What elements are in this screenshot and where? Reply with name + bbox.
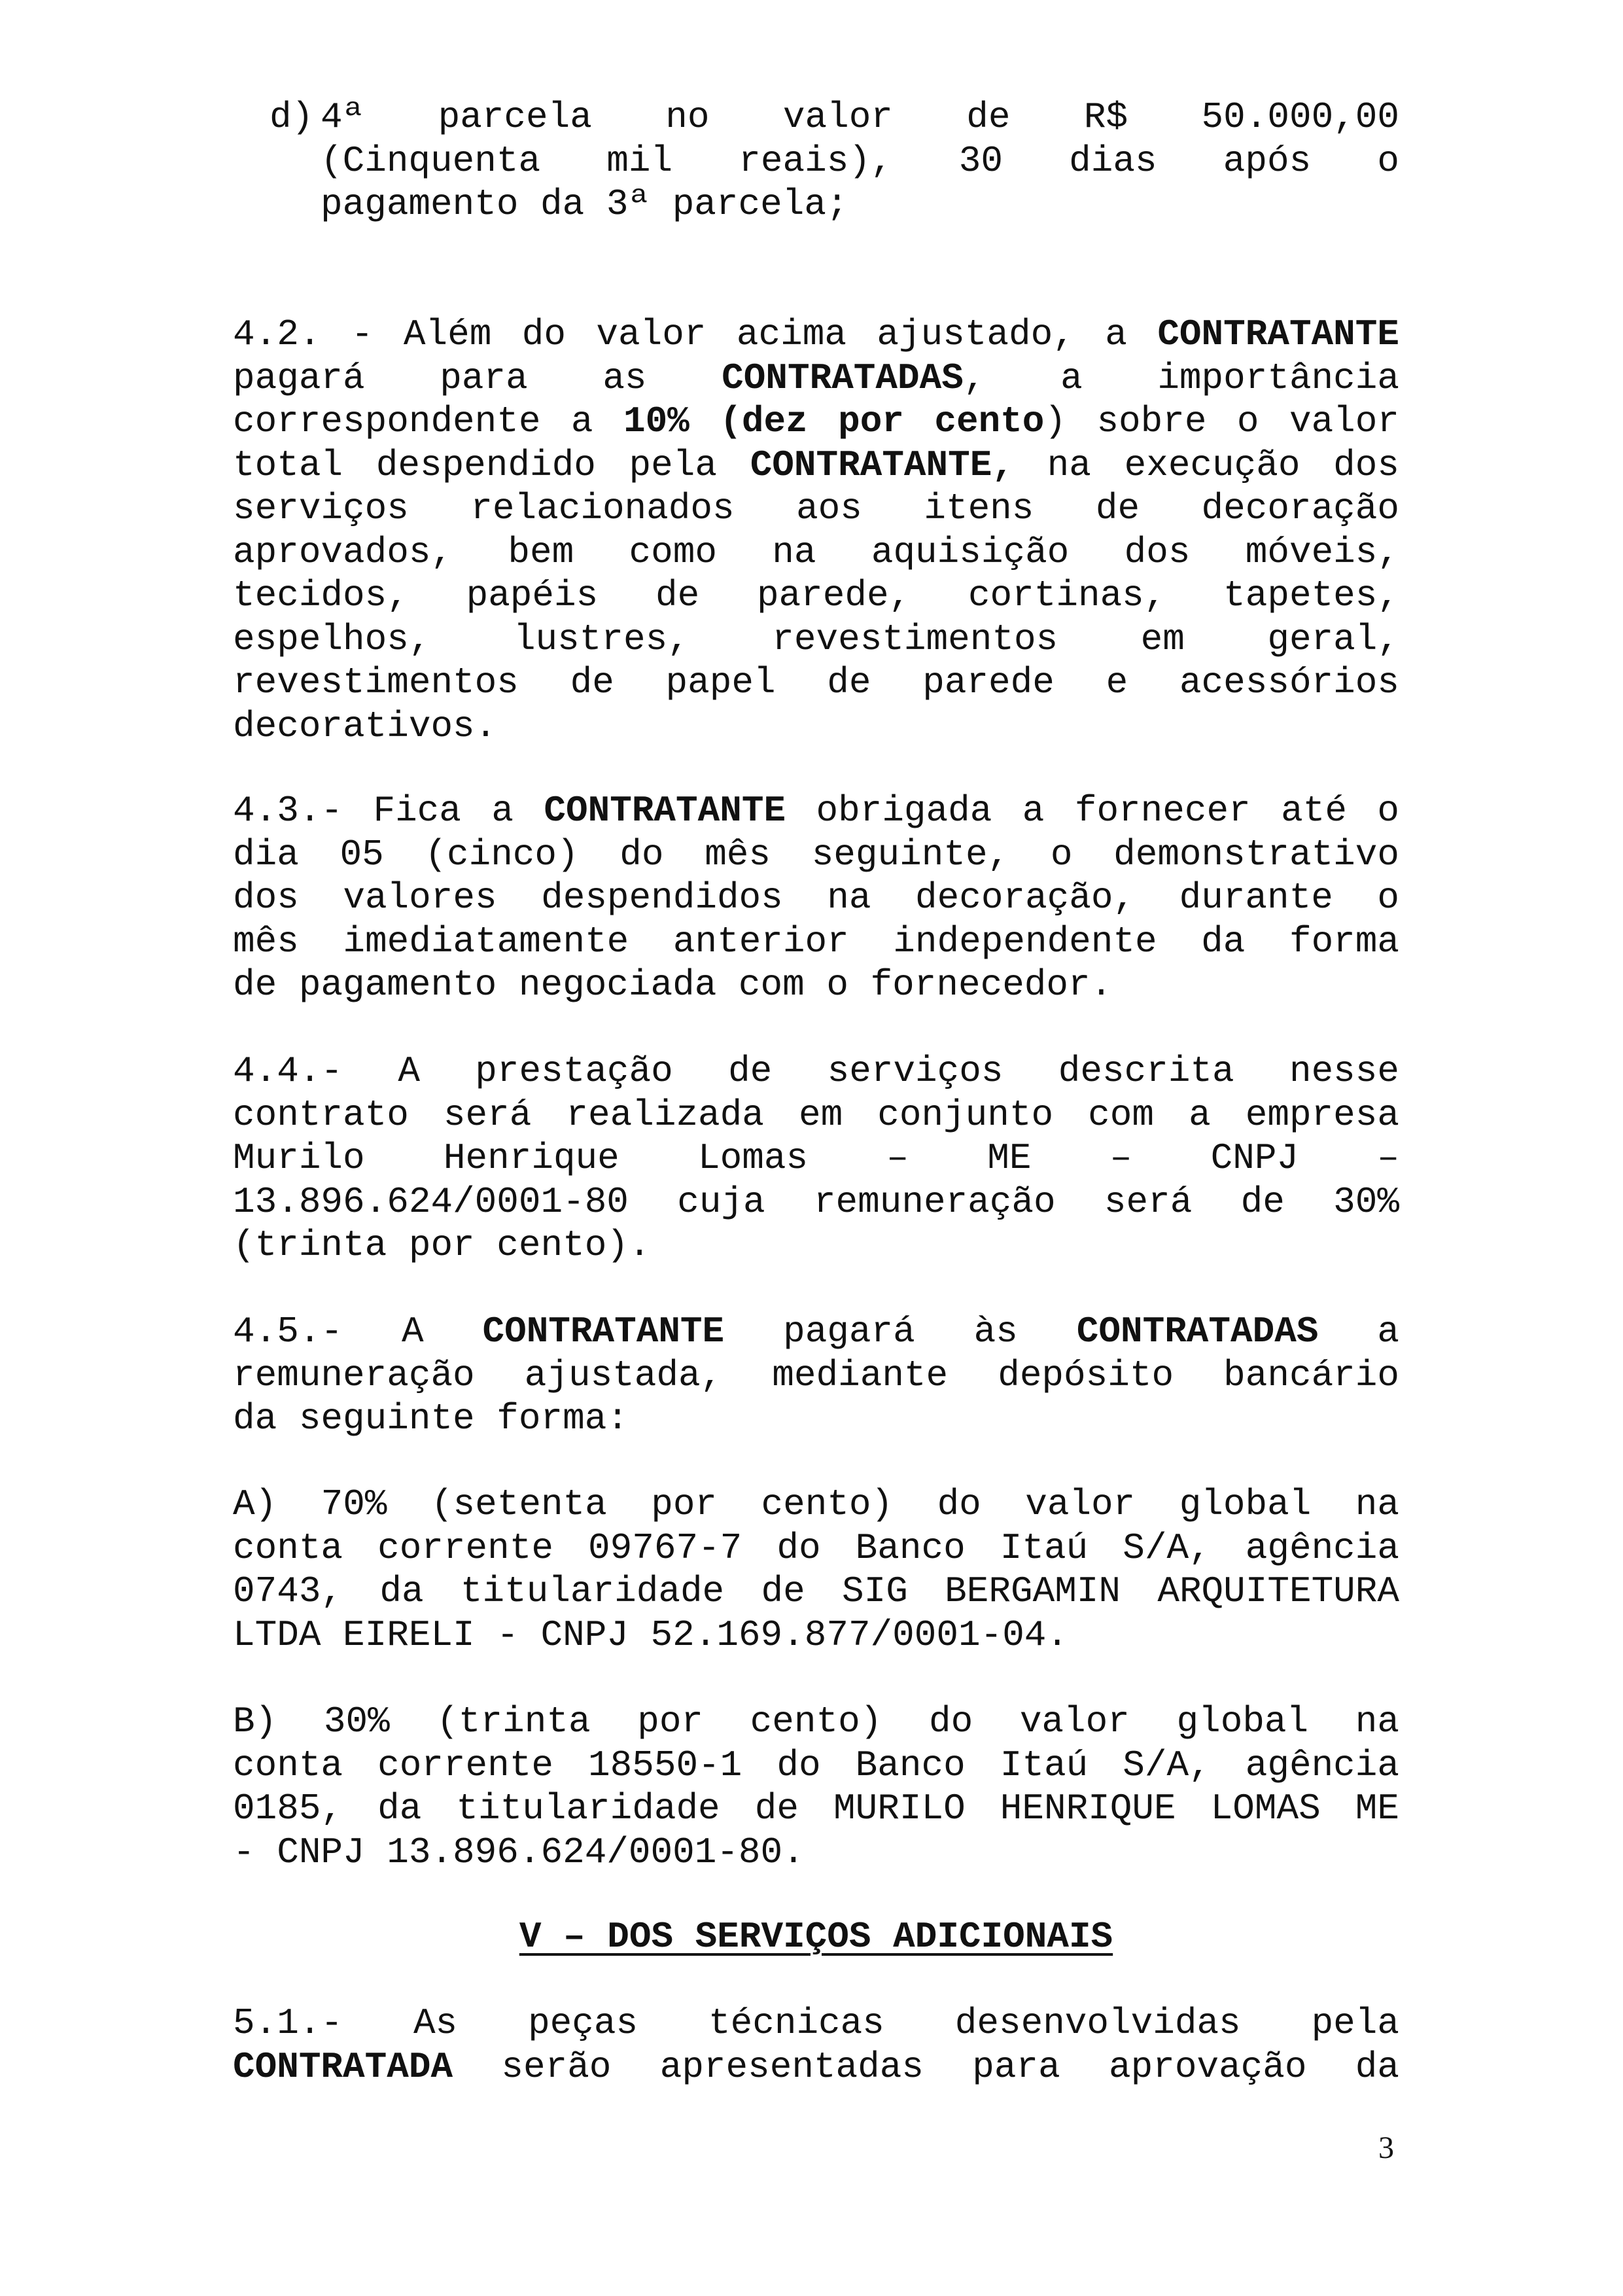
text-line xyxy=(233,400,1399,444)
bold-party-name: CONTRATADA xyxy=(233,2045,453,2088)
text-run: pagará às xyxy=(724,1311,1077,1352)
text-line: A) 70% (setenta por cento) do valor global na xyxy=(233,1483,1399,1525)
text-run: pagará para as xyxy=(233,357,722,399)
text-line: serviços relacionados aos itens de decoração xyxy=(233,487,1399,529)
bold-party-name: CONTRATANTE xyxy=(544,790,786,832)
text-line: - CNPJ 13.896.624/0001-80. xyxy=(233,1831,805,1873)
text-line: revestimentos de papel de parede e acessórios xyxy=(233,662,1399,703)
text-line: decorativos. xyxy=(233,705,497,747)
text-line xyxy=(233,444,1399,487)
payment-item-b xyxy=(233,1700,1399,1874)
text-line: dia 05 (cinco) do mês seguinte, o demonstrativo xyxy=(233,833,1399,875)
text-run: 4.3.- Fica a xyxy=(233,790,544,832)
text-line xyxy=(233,313,1399,357)
bold-party-name: CONTRATADAS xyxy=(722,357,964,399)
text-line: 0743, da titularidade de SIG BERGAMIN ARQUITETURA xyxy=(233,1570,1399,1612)
text-line: conta corrente 18550-1 do Banco Itaú S/A, agência xyxy=(233,1744,1399,1786)
clause-4-2 xyxy=(233,313,1399,748)
text-line: remuneração ajustada, mediante depósito bancário xyxy=(233,1354,1399,1396)
bold-party-name: CONTRATANTE xyxy=(482,1311,725,1352)
text-line: Murilo Henrique Lomas – ME – CNPJ – xyxy=(233,1137,1399,1179)
text-line: de pagamento negociada com o fornecedor. xyxy=(233,964,1113,1006)
text-line: dos valores despendidos na decoração, durante o xyxy=(233,877,1399,919)
text-line xyxy=(233,1310,1399,1354)
text-line: tecidos, papéis de parede, cortinas, tapetes, xyxy=(233,574,1399,616)
text-line xyxy=(233,357,1399,400)
text-line: 13.896.624/0001-80 cuja remuneração será de 30% xyxy=(233,1180,1399,1223)
clause-4-5 xyxy=(233,1310,1399,1441)
page-number: 3 xyxy=(1378,2130,1394,2165)
text-line: 0185, da titularidade de MURILO HENRIQUE LOMAS ME xyxy=(233,1788,1399,1829)
text-run: , a importância xyxy=(963,357,1399,399)
text-line: 5.1.- As peças técnicas desenvolvidas pela xyxy=(233,2002,1399,2044)
text-line: espelhos, lustres, revestimentos em geral, xyxy=(233,618,1399,660)
payment-item-a xyxy=(233,1483,1399,1657)
text-run: obrigada a fornecer até o xyxy=(786,790,1399,832)
text-line: conta corrente 09767-7 do Banco Itaú S/A, agência xyxy=(233,1527,1399,1569)
text-line: (Cinquenta mil reais), 30 dias após o xyxy=(321,139,1399,182)
text-line: mês imediatamente anterior independente da forma xyxy=(233,920,1399,963)
text-run: a xyxy=(1318,1311,1399,1352)
text-run: serão apresentadas para aprovação da xyxy=(453,2045,1399,2088)
text-run: total despendido pela xyxy=(233,444,750,486)
text-run: 4.5.- A xyxy=(233,1311,483,1352)
text-line: 4ª parcela no valor de R$ 50.000,00 xyxy=(321,96,1399,138)
section-v-title: V – DOS SERVIÇOS ADICIONAIS xyxy=(519,1916,1113,1958)
text-line: pagamento da 3ª parcela; xyxy=(321,183,848,225)
text-run: na execução dos xyxy=(1013,444,1399,486)
clause-4-3 xyxy=(233,789,1399,1007)
text-line: (trinta por cento). xyxy=(233,1224,651,1266)
bold-percentage: 10% (dez por cento xyxy=(623,400,1045,442)
text-run: correspondente a xyxy=(233,400,623,442)
text-line: aprovados, bem como na aquisição dos móveis, xyxy=(233,531,1399,573)
text-line xyxy=(233,789,1399,833)
text-line: contrato será realizada em conjunto com a empresa xyxy=(233,1093,1399,1136)
section-heading xyxy=(233,1915,1399,1959)
text-line: 4.4.- A prestação de serviços descrita nesse xyxy=(233,1050,1399,1092)
clause-4-4 xyxy=(233,1050,1399,1267)
bold-party-name: CONTRATADAS xyxy=(1076,1311,1319,1352)
text-line: LTDA EIRELI - CNPJ 52.169.877/0001-04. xyxy=(233,1614,1069,1656)
text-run: ) sobre o valor xyxy=(1044,400,1399,442)
text-run: 4.2. - Além do valor acima ajustado, a xyxy=(233,313,1158,355)
text-line: B) 30% (trinta por cento) do valor global na xyxy=(233,1701,1399,1742)
text-line xyxy=(233,2045,1399,2089)
bold-party-name: CONTRATANTE xyxy=(1157,313,1399,355)
text-line: da seguinte forma: xyxy=(233,1398,629,1439)
item-marker: d) xyxy=(270,96,314,138)
clause-5-1 xyxy=(233,2002,1399,2089)
bold-party-name: CONTRATANTE, xyxy=(750,444,1014,486)
item-d-text xyxy=(321,96,1399,226)
